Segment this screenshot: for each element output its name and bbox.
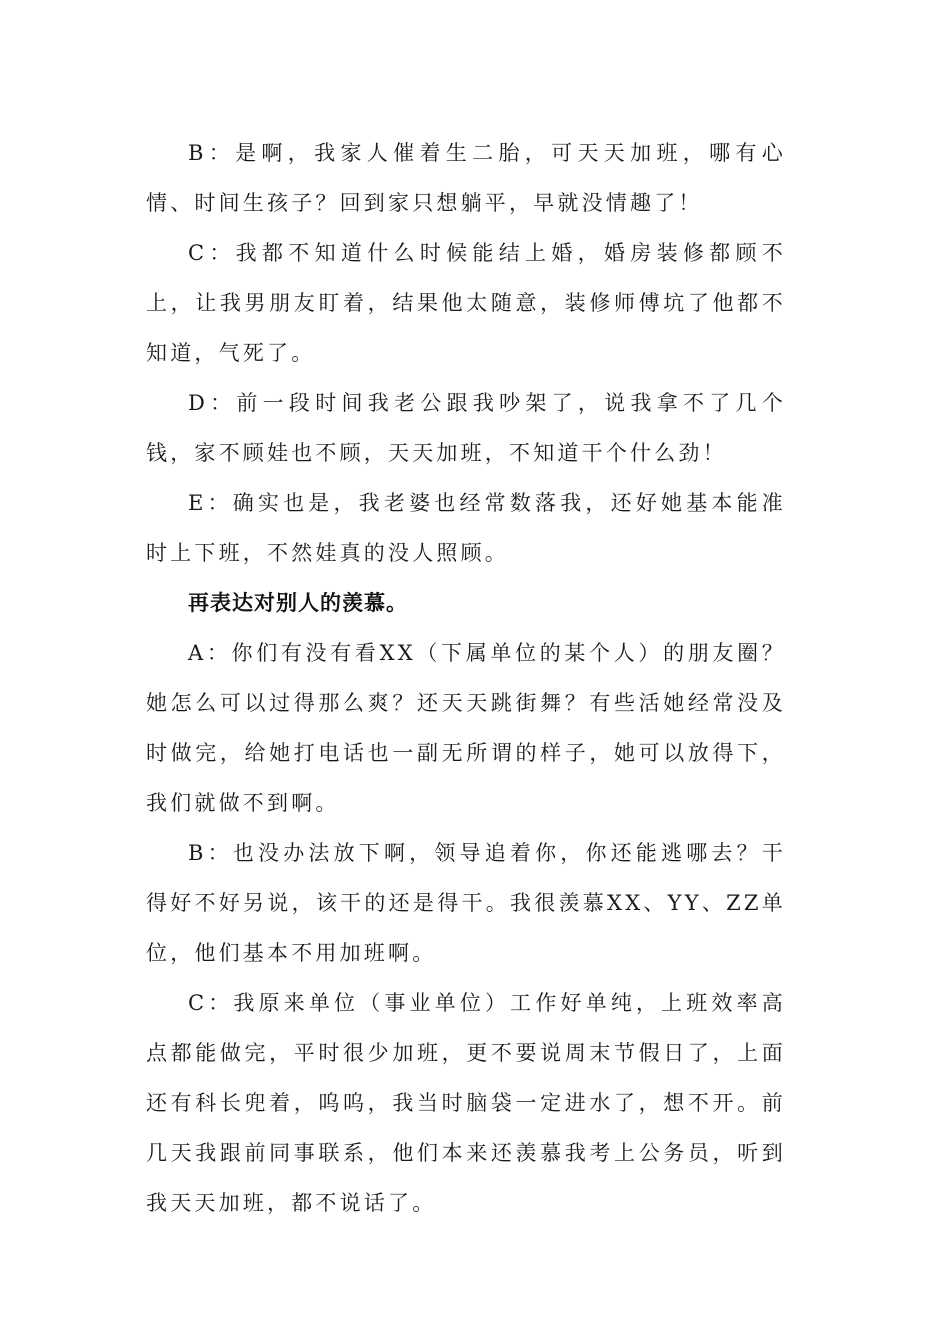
dialogue-paragraph-c: C：我都不知道什么时候能结上婚，婚房装修都顾不上，让我男朋友盯着，结果他太随意，装修师傅坑了他都不知道，气死了。 [146,241,786,365]
dialogue-paragraph-c-2: C：我原来单位（事业单位）工作好单纯，上班效率高点都能做完，平时很少加班，更不要说周末节假日了，上面还有科长兜着，呜呜，我当时脑袋一定进水了，想不开。前几天我跟前同事联系，他们本来还羡慕我考上公务员，听到我天天加班，都不说话了。 [146,991,786,1215]
document-body [146,128,786,1228]
dialogue-paragraph-b: B：是啊，我家人催着生二胎，可天天加班，哪有心情、时间生孩子？回到家只想躺平，早就没情趣了！ [146,141,786,215]
dialogue-paragraph-d: D：前一段时间我老公跟我吵架了，说我拿不了几个钱，家不顾娃也不顾，天天加班，不知道干个什么劲！ [146,391,786,465]
dialogue-paragraph-b-2: B：也没办法放下啊，领导追着你，你还能逃哪去？干得好不好另说，该干的还是得干。我很羡慕XX、YY、ZZ单位，他们基本不用加班啊。 [146,841,786,965]
section-heading: 再表达对别人的羡慕。 [188,591,408,615]
dialogue-paragraph-a-2: A：你们有没有看XX（下属单位的某个人）的朋友圈？她怎么可以过得那么爽？还天天跳街舞？有些活她经常没及时做完，给她打电话也一副无所谓的样子，她可以放得下，我们就做不到啊。 [146,641,786,815]
dialogue-paragraph-e: E：确实也是，我老婆也经常数落我，还好她基本能准时上下班，不然娃真的没人照顾。 [146,491,786,565]
